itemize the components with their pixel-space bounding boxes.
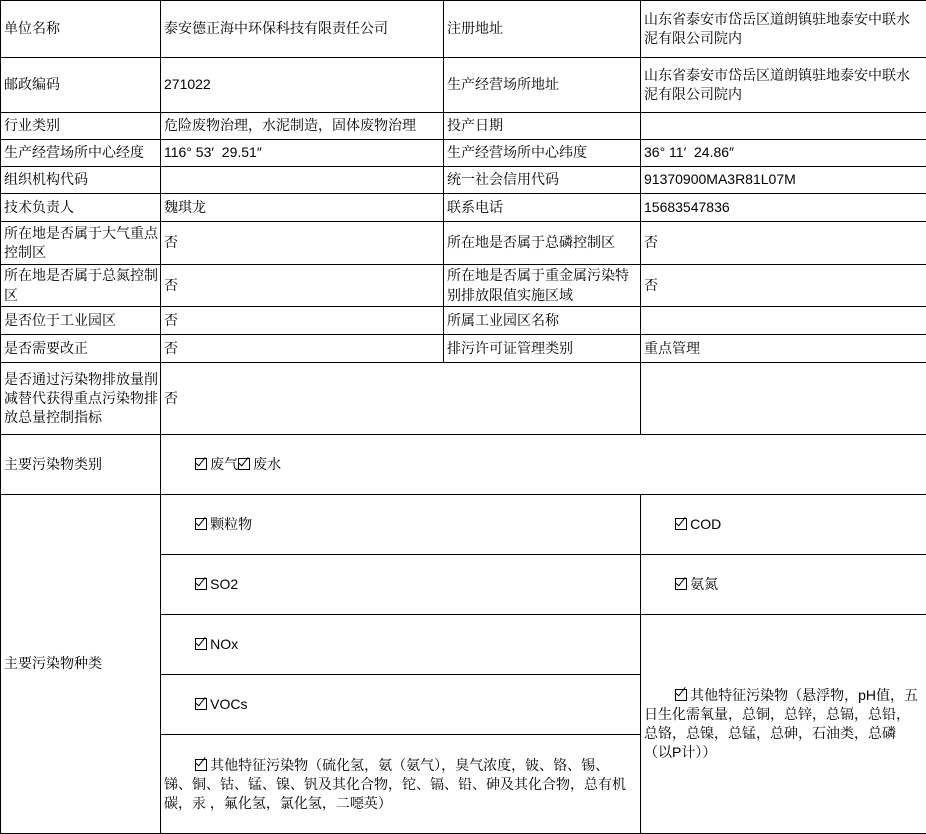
production-site-address-label: 生产经营场所地址 <box>444 58 641 113</box>
contact-phone-label: 联系电话 <box>444 194 641 222</box>
pollutant-type-other-air: 其他特征污染物（硫化氢，氨（氨气），臭气浓度，铍、铬、锡、锑、铜、钴、锰、镍、钒及其化合物，铊、镉、铅、砷及其化合物，总有机碳，汞 ，氟化氢，氯化氢，二噁英） <box>164 757 626 811</box>
table-row <box>1 307 926 335</box>
pollutant-category-label: 主要污染物类别 <box>1 435 161 495</box>
pollutant-category-value <box>161 435 926 495</box>
pollutant-type-vocs: VOCs <box>210 696 247 712</box>
pollutant-type-other-water-cell <box>641 615 926 833</box>
pollutant-type-other-air-cell <box>161 735 641 833</box>
table-row <box>1 435 926 495</box>
pollutant-type-so2: SO2 <box>210 576 238 592</box>
org-code-label: 组织机构代码 <box>1 167 161 194</box>
phosphorus-control-zone-label: 所在地是否属于总磷控制区 <box>444 222 641 265</box>
production-site-address-value: 山东省泰安市岱岳区道朗镇驻地泰安中联水泥有限公司院内 <box>641 58 926 113</box>
air-key-control-zone-value: 否 <box>161 222 444 265</box>
postal-code-value: 271022 <box>161 58 444 113</box>
center-longitude-value: 116° 53′ 29.51″ <box>161 140 444 167</box>
pollutant-types-label: 主要污染物种类 <box>1 495 161 834</box>
production-date-label: 投产日期 <box>444 113 641 140</box>
industry-category-value: 危险废物治理，水泥制造，固体废物治理 <box>161 113 444 140</box>
registered-address-value: 山东省泰安市岱岳区道朗镇驻地泰安中联水泥有限公司院内 <box>641 1 926 58</box>
industrial-park-value: 否 <box>161 307 444 335</box>
table-row <box>1 58 926 113</box>
table-row <box>1 194 926 222</box>
checkbox-checked-icon <box>195 458 207 470</box>
pollutant-type-other-water: 其他特征污染物（悬浮物，pH值，五日生化需氧量，总铜，总锌，总镉，总铅，总铬，总镍，总锰，总砷，石油类，总磷（以P计）） <box>644 687 918 760</box>
checkbox-checked-icon <box>675 689 687 701</box>
checkbox-checked-icon <box>675 578 687 590</box>
table-row <box>1 1 926 58</box>
pollutant-type-ammonia-nitrogen: 氨氮 <box>690 576 718 592</box>
unit-name-label: 单位名称 <box>1 1 161 58</box>
industrial-park-label: 是否位于工业园区 <box>1 307 161 335</box>
unit-name-value: 泰安德正海中环保科技有限责任公司 <box>161 1 444 58</box>
org-code-value <box>161 167 444 194</box>
checkbox-checked-icon <box>195 638 207 650</box>
pollutant-category-item-gas: 废气 <box>210 456 238 472</box>
pollutant-type-ammonia-cell <box>641 555 926 615</box>
reduction-substitution-value: 否 <box>161 363 641 435</box>
production-date-value <box>641 113 926 140</box>
table-row <box>1 265 926 307</box>
correction-needed-label: 是否需要改正 <box>1 335 161 363</box>
reduction-substitution-label: 是否通过污染物排放量削减替代获得重点污染物排放总量控制指标 <box>1 363 161 435</box>
nitrogen-control-zone-value: 否 <box>161 265 444 307</box>
checkbox-checked-icon <box>195 518 207 530</box>
table-row <box>1 140 926 167</box>
credit-code-label: 统一社会信用代码 <box>444 167 641 194</box>
nitrogen-control-zone-label: 所在地是否属于总氮控制区 <box>1 265 161 307</box>
postal-code-label: 邮政编码 <box>1 58 161 113</box>
industry-category-label: 行业类别 <box>1 113 161 140</box>
checkbox-checked-icon <box>238 458 250 470</box>
permit-category-label: 排污许可证管理类别 <box>444 335 641 363</box>
pollutant-type-vocs-cell <box>161 675 641 735</box>
contact-phone-value: 15683547836 <box>641 194 926 222</box>
park-name-label: 所属工业园区名称 <box>444 307 641 335</box>
pollutant-type-particulates-cell <box>161 495 641 555</box>
checkbox-checked-icon <box>195 578 207 590</box>
permit-category-value: 重点管理 <box>641 335 926 363</box>
registered-address-label: 注册地址 <box>444 1 641 58</box>
tech-director-label: 技术负责人 <box>1 194 161 222</box>
pollutant-type-cod: COD <box>690 516 721 532</box>
table-row <box>1 113 926 140</box>
center-latitude-value: 36° 11′ 24.86″ <box>641 140 926 167</box>
pollutant-type-so2-cell <box>161 555 641 615</box>
heavy-metal-zone-value: 否 <box>641 265 926 307</box>
table-row <box>1 335 926 363</box>
checkbox-checked-icon <box>675 518 687 530</box>
correction-needed-value: 否 <box>161 335 444 363</box>
table-row <box>1 167 926 194</box>
air-key-control-zone-label: 所在地是否属于大气重点控制区 <box>1 222 161 265</box>
pollutant-type-particulates: 颗粒物 <box>210 516 252 532</box>
pollutant-type-cod-cell <box>641 495 926 555</box>
checkbox-checked-icon <box>195 759 207 771</box>
heavy-metal-zone-label: 所在地是否属于重金属污染特别排放限值实施区域 <box>444 265 641 307</box>
credit-code-value: 91370900MA3R81L07M <box>641 167 926 194</box>
table-row <box>1 222 926 265</box>
park-name-value <box>641 307 926 335</box>
tech-director-value: 魏琪龙 <box>161 194 444 222</box>
pollutant-category-item-water: 废水 <box>253 456 281 472</box>
reduction-substitution-extra-cell <box>641 363 926 435</box>
center-longitude-label: 生产经营场所中心经度 <box>1 140 161 167</box>
phosphorus-control-zone-value: 否 <box>641 222 926 265</box>
table-row <box>1 495 926 555</box>
pollutant-type-nox: NOx <box>210 636 238 652</box>
table-row <box>1 363 926 435</box>
checkbox-checked-icon <box>195 698 207 710</box>
center-latitude-label: 生产经营场所中心纬度 <box>444 140 641 167</box>
pollutant-type-nox-cell <box>161 615 641 675</box>
